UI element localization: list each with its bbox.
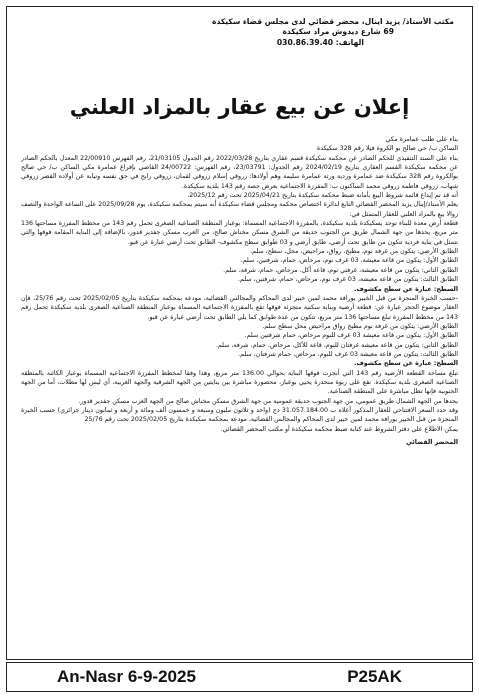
body-paragraph: الساكن ب/ حي صالح بو الكروة فيلا رقم 328 سكيكدة	[316, 145, 458, 153]
body-paragraph: الطابق الثاني: يتكون من قاعة معيشة غرفتان للنوم، قاعة للأكل، مرحاض، حمام، شرفة، سلم.	[215, 341, 458, 349]
body-paragraph: يعلم الأستاذ/إينال يزيد المحضر القضائي التابع لدائرة اختصاص محكمة ومجلس قضاء سكيكدة أنه سيتم بمحكمة سكيكدة، يوم 2025/09/28 على الساعة الواحدة والنصف زوالا بيع بالمزاد العلني للعقار المتمثل في:	[21, 201, 458, 218]
body-paragraph: الطابق الثاني: يتكون من قاعة معيشة، غرفتي نوم، قاعة أكل، مرحاض، حمام، شرفة، سلم.	[223, 266, 458, 274]
office-address: 69 شارع ديدوش مراد سكيكدة	[282, 27, 394, 37]
body-paragraph: بناء على السند التنفيذي للحكم الصادر عن محكمة سكيكدة قسم عقاري بتاريخ 2022/03/28 رقم الجدول 21/03105، رقم الفهرس 22/00910 المعدل بالحكم الصادر عن محكمة سكيكدة القسم العقاري بتاريخ 2024/02/19 رقم الجدول: 23/03791، رقم الفهرس: 24/00722 القاضي بإفراغ عمامرة مكي الساكن ب/ حي صالح بوالكروة رقم 328 سكيكدة ضد عمامرة وردية ورثة عمامرة سليمة وهم أولادها: زروقي إسلام زروقي لقمان، زروقي رابح في حق نفسه ونيابة عن أولاده القصر زروقي شهاب، زروقي فاطمة زروقي محمد الساكنون ب: المفرزة الاجتماعية بعرض حصة رقم 143 بلدية سكيكدة.	[21, 154, 458, 190]
body-paragraph: يمكن الاطلاع على دفتر الشروط عند كتابة ضبط محكمة سكيكدة أو مكتب المحضر القضائي.	[220, 425, 458, 433]
notice-title: إعلان عن بيع عقار بالمزاد العلني	[69, 95, 410, 119]
body-paragraph: الطابق الأرضي: يتكون من غرفة نوم، مطبخ، رواق، مراحيض، محل، سطح، سلم.	[250, 248, 458, 256]
body-paragraph: السطح: عبارة عن سطح مكشوف.	[354, 360, 458, 368]
body-paragraph: الطابق الثالث: يتكون من قاعة معيشة 03 غرف للنوم، مرحاض، حمام شرفتان، سلم.	[238, 350, 458, 358]
body-paragraph: وقد حدد السعر الافتتاحي للعقار المذكور أعلاه ب 31.057.184.00 دج (واحد و ثلاثون مليون وسبعة و خمسون ألف ومائة و أربعة و ثمانون دينار جزائري) حسب الخبرة المنجزة من قبل الخبير بورافة محمد لمين خبير لدى المحاكم والمجالس القضائية، مودعة بمحكمة سكيكدة بتاريخ 2025/02/05 تحت رقم 25/76	[21, 406, 458, 424]
body-paragraph: الطابق الأرضي: يتكون من غرفة نوم مطبخ رواق مراحيض محل سطح سلم.	[262, 322, 458, 330]
body-paragraph: أنه قد تم إيداع قائمة شروط البيع بأمانة ضبط محكمة سكيكدة بتاريخ 2025/04/21 تحت رقم 2025/12.	[187, 192, 458, 200]
body-paragraph: تبلغ مساحة القطعة الأرضية رقم 143 التي أنجزت فوقها البناية بحوالي 136.00 متر مربع، وهذا وفقا لمخطط المفرزة الاجتماعية المسماة بوعباز الكائنة بالمنطقة الصناعية الصغرى بلدية سكيكدة. تقع على ربوة منحدرة يحيي بوعباز، محصورة مباشرة بين بنايتين من الجهة الشرقية والجهة الغربية، أي ليس لها مطلات، أما من الجهة الجنوبية فإنها تطل مباشرة على المنطقة الصناعية.	[21, 369, 458, 396]
publication-date: An-Nasr 6-9-2025	[57, 667, 196, 686]
body-paragraph: قطعة أرض معدة للبناء توجد بسكيكدة بلدية سكيكدة، بالمفرزة الاجتماعية المسماة: بوعباز المنطقة الصناعية الصغرى تحمل رقم 143 من مخطط المفرزة مساحتها 136 متر مربع، يحدها من جهة الشمال طريق من الجنوب حديقة من الشرق مسكن مخناش صالح، من الغرب مسكن جفدير قدور، بالإضافة إلى البناية المقامة فوقها والتي تتمثل في بناية فردية تتكون من طابق تحت أرضي، طابق أرضي و 03 طوابق سطح مكشوف- الطابق تحت أرضي عبارة عن قبو.	[21, 220, 458, 246]
body-paragraph: الطابق الثالث: يتكون من قاعة معيشة، 03 غرف نوم، مرحاض، حمام، شرفتين، سلم.	[238, 276, 458, 284]
notice-body	[21, 135, 458, 655]
body-paragraph: السطح: عبارة عن سطح مكشوف.	[354, 285, 458, 293]
body-paragraph: الطابق الأول: يتكون من قاعة معيشة 03 غرف للنوم مرحاض، حمام شرفتين سلم.	[244, 332, 458, 340]
office-name: مكتب الأستاذ/ يزيد اينال، محضر قضائي لدى مجلس قضاء سكيكدة	[212, 17, 454, 26]
office-header	[14, 17, 454, 48]
notice-frame	[6, 6, 473, 660]
body-paragraph: بناء على طلب عمامرة مكي	[385, 136, 458, 143]
publication-footer	[6, 662, 473, 692]
page-code: P25AK	[347, 667, 402, 686]
office-phone: الهاتف: 030.86.39.40	[276, 37, 364, 47]
body-paragraph: يحدها من الجهة الشمال طريق عمومي، من جهة الجنوب حديقة عمومية من جهة الشرق مسكن مخناش صالح من الجهة الغرب مسكن جفدير قدور.	[78, 397, 458, 405]
body-paragraph: -حسب الخبرة المنجزة من قبل الخبير بورافة محمد لمين خبير لدى المحاكم والمجالس القضائية، مودعة بمحكمة سكيكدة بتاريخ 2025/02/05 تحت رقم 25/76، فإن العقار موضوع الحجز عبارة عن: قطعة أرضية وبناية سكنية متجزئة فوقها تقع بالمفرزة الاجتماعية المسماة بوعباز المنطقة الصناعية الصغرى بلدية سكيكدة تحمل رقم 143 من مخطط المفرزة تبلغ مساحتها 136 متر مربع، تتكون من عدة طوابق كما يلي الطابق تحت أرضي عبارة عن قبو.	[21, 294, 458, 321]
body-paragraph: الطابق الأول: يتكون من قاعة معيشة، 03 غرف نوم، مرحاض، حمام، شرفتين، سلم.	[240, 257, 458, 265]
bailiff-signature: المحضر القضائي	[406, 439, 458, 446]
